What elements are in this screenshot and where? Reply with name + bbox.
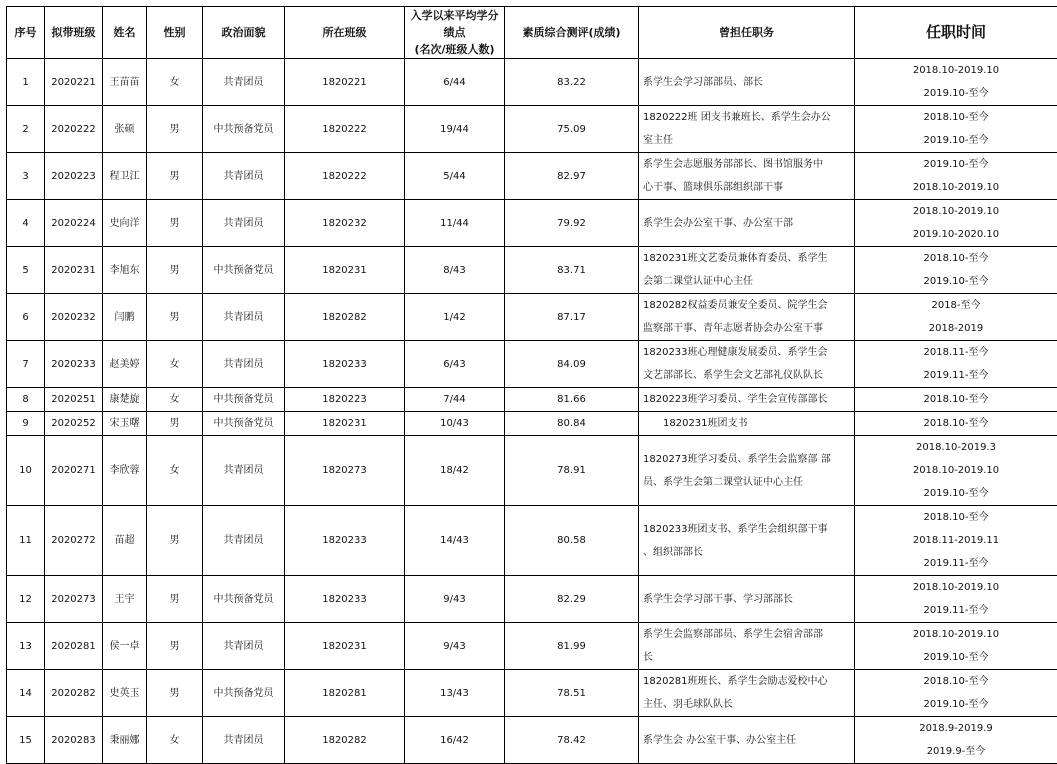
row-duties xyxy=(639,247,855,294)
duty-line: 心干事、篮球俱乐部组织部干事 xyxy=(643,176,851,199)
tenure-line: 2018.10-2019.10 xyxy=(858,576,1054,599)
row-class-code: 2020232 xyxy=(45,294,103,341)
row-duties xyxy=(639,436,855,506)
tenure-line: 2019.10-至今 xyxy=(858,153,1054,176)
row-class-code: 2020283 xyxy=(45,717,103,764)
row-score: 81.66 xyxy=(505,388,639,412)
row-seq: 1 xyxy=(7,59,45,106)
row-class-code: 2020231 xyxy=(45,247,103,294)
row-score: 83.71 xyxy=(505,247,639,294)
duty-line: 1820282权益委员兼安全委员、院学生会 xyxy=(643,294,851,317)
table-row xyxy=(7,294,1057,341)
row-seq: 9 xyxy=(7,412,45,436)
row-class-code: 2020224 xyxy=(45,200,103,247)
row-gender: 女 xyxy=(147,388,203,412)
row-duties xyxy=(639,153,855,200)
row-name: 宋玉曙 xyxy=(103,412,147,436)
row-tenure xyxy=(855,436,1057,506)
row-gender: 男 xyxy=(147,106,203,153)
row-politics: 中共预备党员 xyxy=(203,576,285,623)
tenure-line: 2018.10-2019.3 xyxy=(858,436,1054,459)
tenure-line: 2018.10-至今 xyxy=(858,388,1054,411)
tenure-line: 2019.10-至今 xyxy=(858,482,1054,505)
tenure-line: 2018.10-2019.10 xyxy=(858,623,1054,646)
header-politics: 政治面貌 xyxy=(203,7,285,59)
tenure-line: 2018-至今 xyxy=(858,294,1054,317)
row-score: 78.91 xyxy=(505,436,639,506)
duty-line: 系学生会 办公室干事、办公室主任 xyxy=(643,729,851,752)
row-duties xyxy=(639,670,855,717)
duty-line: 系学生会志愿服务部部长、图书馆服务中 xyxy=(643,153,851,176)
table-body xyxy=(7,59,1057,764)
row-score: 78.51 xyxy=(505,670,639,717)
row-tenure xyxy=(855,412,1057,436)
row-politics: 共青团员 xyxy=(203,717,285,764)
row-gpa-rank: 7/44 xyxy=(405,388,505,412)
header-class: 所在班级 xyxy=(285,7,405,59)
duty-line: 系学生会监察部部员、系学生会宿舍部部 xyxy=(643,623,851,646)
row-name: 闫鹏 xyxy=(103,294,147,341)
row-class: 1820282 xyxy=(285,717,405,764)
row-seq: 13 xyxy=(7,623,45,670)
row-gpa-rank: 10/43 xyxy=(405,412,505,436)
row-score: 87.17 xyxy=(505,294,639,341)
row-name: 李欣蓉 xyxy=(103,436,147,506)
row-gpa-rank: 1/42 xyxy=(405,294,505,341)
row-name: 史英玉 xyxy=(103,670,147,717)
row-gender: 男 xyxy=(147,412,203,436)
row-class: 1820232 xyxy=(285,200,405,247)
table-row xyxy=(7,436,1057,506)
row-seq: 7 xyxy=(7,341,45,388)
row-tenure xyxy=(855,247,1057,294)
tenure-line: 2019.10-至今 xyxy=(858,693,1054,716)
row-seq: 3 xyxy=(7,153,45,200)
row-seq: 5 xyxy=(7,247,45,294)
duty-line: 1820231班文艺委员兼体育委员、系学生 xyxy=(643,247,851,270)
row-tenure xyxy=(855,106,1057,153)
row-class: 1820233 xyxy=(285,341,405,388)
row-name: 秉丽娜 xyxy=(103,717,147,764)
row-politics: 中共预备党员 xyxy=(203,388,285,412)
row-seq: 12 xyxy=(7,576,45,623)
row-tenure xyxy=(855,59,1057,106)
row-politics: 共青团员 xyxy=(203,200,285,247)
row-gpa-rank: 6/43 xyxy=(405,341,505,388)
tenure-line: 2018.10-2019.10 xyxy=(858,59,1054,82)
row-politics: 共青团员 xyxy=(203,506,285,576)
duty-line: 系学生会办公室干事、办公室干部 xyxy=(643,212,851,235)
header-class-code: 拟带班级 xyxy=(45,7,103,59)
row-seq: 15 xyxy=(7,717,45,764)
header-gpa xyxy=(405,7,505,59)
row-duties xyxy=(639,200,855,247)
row-duties xyxy=(639,623,855,670)
row-tenure xyxy=(855,388,1057,412)
header-gpa-line1: 入学以来平均学分绩点 xyxy=(408,7,501,41)
row-class-code: 2020282 xyxy=(45,670,103,717)
row-gpa-rank: 19/44 xyxy=(405,106,505,153)
header-score: 素质综合测评(成绩) xyxy=(505,7,639,59)
row-seq: 11 xyxy=(7,506,45,576)
row-class: 1820222 xyxy=(285,153,405,200)
header-row xyxy=(7,7,1057,59)
row-tenure xyxy=(855,670,1057,717)
row-name: 程卫江 xyxy=(103,153,147,200)
row-seq: 8 xyxy=(7,388,45,412)
row-gpa-rank: 8/43 xyxy=(405,247,505,294)
row-name: 侯一卓 xyxy=(103,623,147,670)
row-gpa-rank: 11/44 xyxy=(405,200,505,247)
table-row xyxy=(7,106,1057,153)
table-row xyxy=(7,412,1057,436)
duty-line: 会第二课堂认证中心主任 xyxy=(643,270,851,293)
row-name: 苗超 xyxy=(103,506,147,576)
row-gpa-rank: 9/43 xyxy=(405,576,505,623)
row-duties xyxy=(639,59,855,106)
tenure-line: 2019.10-至今 xyxy=(858,82,1054,105)
row-score: 83.22 xyxy=(505,59,639,106)
candidate-table xyxy=(6,6,1057,764)
tenure-line: 2019.10-至今 xyxy=(858,129,1054,152)
row-tenure xyxy=(855,294,1057,341)
row-politics: 中共预备党员 xyxy=(203,106,285,153)
row-duties xyxy=(639,106,855,153)
row-class-code: 2020252 xyxy=(45,412,103,436)
row-name: 张硕 xyxy=(103,106,147,153)
row-gender: 男 xyxy=(147,294,203,341)
duty-line: 1820233班心理健康发展委员、系学生会 xyxy=(643,341,851,364)
row-class-code: 2020281 xyxy=(45,623,103,670)
row-class: 1820231 xyxy=(285,412,405,436)
duty-line: 监察部干事、青年志愿者协会办公室干事 xyxy=(643,317,851,340)
tenure-line: 2018-2019 xyxy=(858,317,1054,340)
tenure-line: 2018.10-2019.10 xyxy=(858,459,1054,482)
tenure-line: 2018.10-至今 xyxy=(858,106,1054,129)
row-politics: 中共预备党员 xyxy=(203,670,285,717)
header-duties: 曾担任职务 xyxy=(639,7,855,59)
tenure-line: 2019.11-至今 xyxy=(858,364,1054,387)
row-duties xyxy=(639,388,855,412)
row-duties xyxy=(639,717,855,764)
tenure-line: 2018.11-至今 xyxy=(858,341,1054,364)
tenure-line: 2018.10-2019.10 xyxy=(858,200,1054,223)
row-gender: 女 xyxy=(147,436,203,506)
row-politics: 共青团员 xyxy=(203,341,285,388)
table-row xyxy=(7,506,1057,576)
row-class: 1820233 xyxy=(285,506,405,576)
tenure-line: 2018.10-至今 xyxy=(858,670,1054,693)
table-row xyxy=(7,717,1057,764)
row-name: 史向洋 xyxy=(103,200,147,247)
row-duties xyxy=(639,412,855,436)
row-politics: 共青团员 xyxy=(203,59,285,106)
row-duties xyxy=(639,294,855,341)
row-gender: 男 xyxy=(147,200,203,247)
row-class: 1820223 xyxy=(285,388,405,412)
row-class: 1820231 xyxy=(285,247,405,294)
row-gender: 女 xyxy=(147,59,203,106)
row-name: 王苗苗 xyxy=(103,59,147,106)
row-gpa-rank: 6/44 xyxy=(405,59,505,106)
row-tenure xyxy=(855,341,1057,388)
row-score: 78.42 xyxy=(505,717,639,764)
tenure-line: 2018.10-至今 xyxy=(858,247,1054,270)
duty-line: 长 xyxy=(643,646,851,669)
tenure-line: 2019.10-至今 xyxy=(858,646,1054,669)
row-name: 赵美婷 xyxy=(103,341,147,388)
tenure-line: 2018.11-2019.11 xyxy=(858,529,1054,552)
row-politics: 共青团员 xyxy=(203,153,285,200)
row-gender: 男 xyxy=(147,506,203,576)
duty-line: 室主任 xyxy=(643,129,851,152)
row-class-code: 2020222 xyxy=(45,106,103,153)
row-tenure xyxy=(855,506,1057,576)
row-class-code: 2020272 xyxy=(45,506,103,576)
row-politics: 中共预备党员 xyxy=(203,247,285,294)
row-name: 康楚旋 xyxy=(103,388,147,412)
duty-line: 1820222班 团支书兼班长、系学生会办公 xyxy=(643,106,851,129)
row-score: 80.84 xyxy=(505,412,639,436)
row-seq: 14 xyxy=(7,670,45,717)
tenure-line: 2019.10-至今 xyxy=(858,270,1054,293)
table-row xyxy=(7,388,1057,412)
row-gpa-rank: 14/43 xyxy=(405,506,505,576)
tenure-line: 2018.9-2019.9 xyxy=(858,717,1054,740)
row-name: 王宇 xyxy=(103,576,147,623)
duty-line: 系学生会学习部干事、学习部部长 xyxy=(643,588,851,611)
row-gender: 女 xyxy=(147,717,203,764)
tenure-line: 2018.10-2019.10 xyxy=(858,176,1054,199)
row-class: 1820231 xyxy=(285,623,405,670)
duty-line: 1820233班团支书、系学生会组织部干事 xyxy=(643,518,851,541)
row-tenure xyxy=(855,200,1057,247)
duty-line: 主任、羽毛球队队长 xyxy=(643,693,851,716)
tenure-line: 2018.10-至今 xyxy=(858,412,1054,435)
row-duties xyxy=(639,341,855,388)
row-class-code: 2020273 xyxy=(45,576,103,623)
tenure-line: 2019.11-至今 xyxy=(858,552,1054,575)
row-gpa-rank: 5/44 xyxy=(405,153,505,200)
row-gpa-rank: 9/43 xyxy=(405,623,505,670)
row-class-code: 2020221 xyxy=(45,59,103,106)
table-row xyxy=(7,576,1057,623)
row-tenure xyxy=(855,153,1057,200)
row-tenure xyxy=(855,717,1057,764)
row-score: 81.99 xyxy=(505,623,639,670)
row-seq: 2 xyxy=(7,106,45,153)
header-gender: 性别 xyxy=(147,7,203,59)
row-name: 李旭东 xyxy=(103,247,147,294)
row-politics: 共青团员 xyxy=(203,623,285,670)
tenure-line: 2018.10-至今 xyxy=(858,506,1054,529)
row-gender: 女 xyxy=(147,341,203,388)
row-gender: 男 xyxy=(147,576,203,623)
row-score: 84.09 xyxy=(505,341,639,388)
row-class: 1820222 xyxy=(285,106,405,153)
row-gpa-rank: 18/42 xyxy=(405,436,505,506)
table-row xyxy=(7,200,1057,247)
table-row xyxy=(7,623,1057,670)
duty-line: 、组织部部长 xyxy=(643,541,851,564)
row-seq: 6 xyxy=(7,294,45,341)
row-seq: 4 xyxy=(7,200,45,247)
duty-line: 文艺部部长、系学生会文艺部礼仪队队长 xyxy=(643,364,851,387)
row-class: 1820282 xyxy=(285,294,405,341)
header-tenure: 任职时间 xyxy=(855,7,1057,59)
row-score: 82.29 xyxy=(505,576,639,623)
row-gender: 男 xyxy=(147,153,203,200)
row-class: 1820221 xyxy=(285,59,405,106)
tenure-line: 2019.9-至今 xyxy=(858,740,1054,763)
row-class-code: 2020223 xyxy=(45,153,103,200)
tenure-line: 2019.11-至今 xyxy=(858,599,1054,622)
row-tenure xyxy=(855,576,1057,623)
header-seq: 序号 xyxy=(7,7,45,59)
row-gpa-rank: 13/43 xyxy=(405,670,505,717)
duty-line: 1820223班学习委员、学生会宣传部部长 xyxy=(643,388,851,411)
row-class: 1820273 xyxy=(285,436,405,506)
row-politics: 共青团员 xyxy=(203,436,285,506)
row-class: 1820233 xyxy=(285,576,405,623)
duty-line: 员、系学生会第二课堂认证中心主任 xyxy=(643,471,851,494)
row-score: 79.92 xyxy=(505,200,639,247)
row-class-code: 2020271 xyxy=(45,436,103,506)
header-gpa-line2: (名次/班级人数) xyxy=(408,41,501,58)
duty-line: 1820231班团支书 xyxy=(643,412,851,435)
row-politics: 中共预备党员 xyxy=(203,412,285,436)
row-gpa-rank: 16/42 xyxy=(405,717,505,764)
table-row xyxy=(7,341,1057,388)
row-score: 80.58 xyxy=(505,506,639,576)
header-name: 姓名 xyxy=(103,7,147,59)
row-duties xyxy=(639,576,855,623)
table-row xyxy=(7,670,1057,717)
table-row xyxy=(7,59,1057,106)
row-gender: 男 xyxy=(147,670,203,717)
row-tenure xyxy=(855,623,1057,670)
table-row xyxy=(7,247,1057,294)
row-duties xyxy=(639,506,855,576)
row-gender: 男 xyxy=(147,623,203,670)
row-score: 75.09 xyxy=(505,106,639,153)
roster-table-wrapper xyxy=(6,6,1057,764)
tenure-line: 2019.10-2020.10 xyxy=(858,223,1054,246)
row-score: 82.97 xyxy=(505,153,639,200)
duty-line: 1820281班班长、系学生会励志爱校中心 xyxy=(643,670,851,693)
row-politics: 共青团员 xyxy=(203,294,285,341)
row-seq: 10 xyxy=(7,436,45,506)
row-gender: 男 xyxy=(147,247,203,294)
row-class: 1820281 xyxy=(285,670,405,717)
row-class-code: 2020233 xyxy=(45,341,103,388)
duty-line: 系学生会学习部部员、部长 xyxy=(643,71,851,94)
row-class-code: 2020251 xyxy=(45,388,103,412)
duty-line: 1820273班学习委员、系学生会监察部 部 xyxy=(643,448,851,471)
table-row xyxy=(7,153,1057,200)
